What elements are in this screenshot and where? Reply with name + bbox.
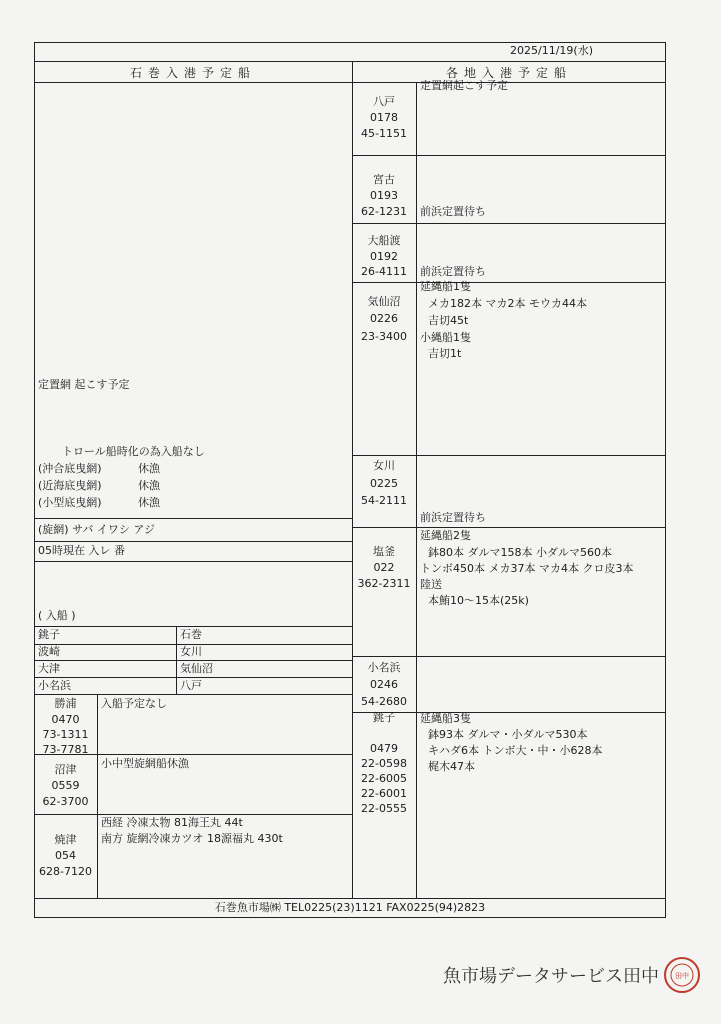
contact-tel: 054 <box>55 849 76 862</box>
port-tel: 26-4111 <box>361 265 407 278</box>
fleet-name: (近海底曳網) <box>38 479 102 492</box>
port-tel: 22-0598 <box>361 757 407 770</box>
contact-tel: 0559 <box>51 779 80 792</box>
trawl-note: トロール船時化の為入船なし <box>62 445 205 458</box>
port-right: 八戸 <box>180 679 202 692</box>
port-note: キハダ6本 トンボ大・中・小628本 <box>428 744 603 757</box>
port-right: 石巻 <box>180 628 202 641</box>
port-right: 女川 <box>180 645 202 658</box>
contact-note: 小中型旋網船休漁 <box>101 757 189 770</box>
port-tel: 54-2111 <box>361 494 407 507</box>
port-tel: 54-2680 <box>361 695 407 708</box>
port-name: 銚子 <box>373 711 395 724</box>
port-tel: 62-1231 <box>361 205 407 218</box>
port-note: トンボ450本 メカ37本 マカ4本 クロ皮3本 <box>420 562 634 575</box>
seine-header: (旋網) サバ イワシ アジ <box>38 523 155 536</box>
port-tel: 022 <box>373 561 395 574</box>
port-right: 気仙沼 <box>180 662 213 675</box>
fleet-name: (小型底曳網) <box>38 496 102 509</box>
port-note: 定置網起こす予定 <box>420 79 508 92</box>
fleet-name: (沖合底曳網) <box>38 462 102 475</box>
port-left: 銚子 <box>38 628 60 641</box>
fleet-status: 休漁 <box>138 496 160 509</box>
port-tel: 0193 <box>370 189 398 202</box>
port-tel: 22-6001 <box>361 787 407 800</box>
port-tel: 23-3400 <box>361 330 407 343</box>
port-left: 小名浜 <box>38 679 71 692</box>
port-note: 延縄船1隻 <box>420 280 471 293</box>
port-note: 吉切45t <box>428 314 469 327</box>
contact-tel: 62-3700 <box>42 795 89 808</box>
port-note: 前浜定置待ち <box>420 205 486 218</box>
contact-name: 勝浦 <box>54 697 77 710</box>
port-tel: 0246 <box>370 678 398 691</box>
right-title: 各地入港予定船 <box>445 66 572 80</box>
market-info: 石巻魚市場㈱ TEL0225(23)1121 FAX0225(94)2823 <box>214 901 486 914</box>
contact-tel: 73-7781 <box>42 743 89 756</box>
port-tel: 0178 <box>370 111 398 124</box>
svg-text:田中: 田中 <box>675 972 689 980</box>
port-name: 気仙沼 <box>367 295 401 308</box>
port-name: 大船渡 <box>367 234 401 247</box>
port-name: 女川 <box>373 459 395 472</box>
port-tel: 0192 <box>370 250 398 263</box>
contact-tel: 0470 <box>51 713 80 726</box>
contact-tel: 73-1311 <box>42 728 89 741</box>
port-name: 塩釜 <box>373 545 395 558</box>
inbound-label: ( 入船 ) <box>38 609 76 622</box>
port-note: 小縄船1隻 <box>420 331 471 344</box>
port-left: 大津 <box>38 662 60 675</box>
contact-tel: 628-7120 <box>39 865 92 878</box>
port-note: 延縄船3隻 <box>420 712 471 725</box>
port-name: 八戸 <box>373 95 395 108</box>
main-note: 定置網 起こす予定 <box>38 378 130 391</box>
port-name: 宮古 <box>373 173 395 186</box>
fleet-status: 休漁 <box>138 479 160 492</box>
port-left: 波崎 <box>38 645 60 658</box>
port-note: 前浜定置待ち <box>420 511 486 524</box>
port-note: 吉切1t <box>428 347 462 360</box>
contact-note: 西経 冷凍太物 81海王丸 44t <box>101 816 243 829</box>
service-name: 魚市場データサービス田中 <box>443 966 659 987</box>
port-tel: 22-6005 <box>361 772 407 785</box>
port-note: メカ182本 マカ2本 モウカ44本 <box>428 297 587 310</box>
port-tel: 0479 <box>370 742 398 755</box>
port-note: 陸送 <box>420 578 442 591</box>
contact-note: 入船予定なし <box>101 697 167 710</box>
contact-name: 焼津 <box>54 833 77 846</box>
contact-name: 沼津 <box>54 763 77 776</box>
port-tel: 0226 <box>370 312 398 325</box>
port-tel: 0225 <box>370 477 398 490</box>
seal-stamp <box>664 957 700 993</box>
fleet-status: 休漁 <box>138 462 160 475</box>
seal-icon <box>666 959 698 991</box>
date: 2025/11/19(水) <box>510 44 593 57</box>
port-note: 鉢80本 ダルマ158本 小ダルマ560本 <box>428 546 612 559</box>
port-note: 前浜定置待ち <box>420 265 486 278</box>
seine-time: 05時現在 入レ 番 <box>38 544 125 557</box>
port-name: 小名浜 <box>367 661 401 674</box>
port-note: 鉢93本 ダルマ・小ダルマ530本 <box>428 728 588 741</box>
contact-note: 南方 旋網冷凍カツオ 18源福丸 430t <box>101 832 283 845</box>
port-tel: 45-1151 <box>361 127 407 140</box>
left-title: 石巻入港予定船 <box>129 66 256 80</box>
port-note: 本鮪10～15本(25k) <box>428 594 529 607</box>
port-note: 延縄船2隻 <box>420 529 471 542</box>
port-tel: 362-2311 <box>357 577 411 590</box>
port-tel: 22-0555 <box>361 802 407 815</box>
port-note: 梶木47本 <box>428 760 475 773</box>
